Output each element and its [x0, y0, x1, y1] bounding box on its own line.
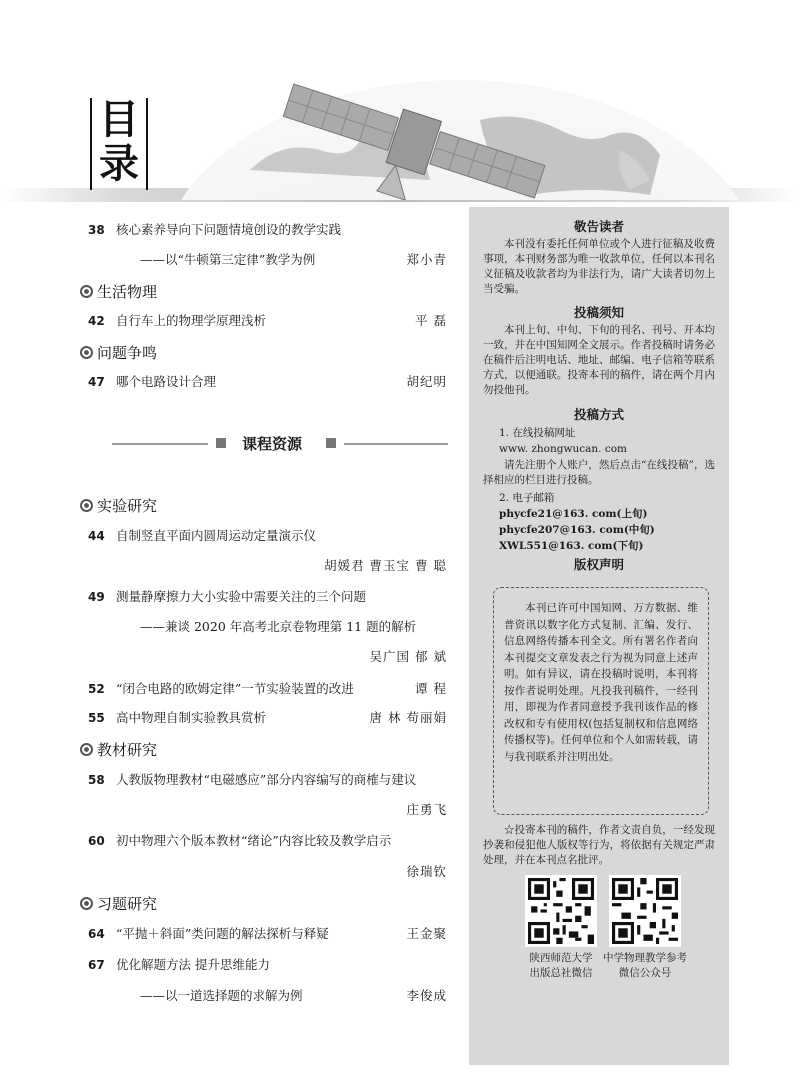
section-heading: [80, 340, 157, 366]
article-title: 核心素养导向下问题情境创设的教学实践: [116, 222, 342, 237]
email-label: 2. 电子邮箱: [499, 492, 555, 504]
page-number: 49: [88, 590, 105, 604]
section-title: 习题研究: [97, 895, 158, 913]
toc-entry[interactable]: [80, 370, 455, 394]
article-authors: 徐瑞钦: [406, 864, 447, 879]
article-author: 郑小青: [406, 252, 447, 267]
email-address[interactable]: XWL551@163. com(下旬): [499, 540, 644, 552]
divider-square-icon: [216, 438, 226, 448]
article-authors: 庄勇飞: [406, 802, 447, 817]
toc-entry[interactable]: [80, 922, 455, 946]
article-author: 李俊成: [406, 988, 447, 1003]
article-author: 王金聚: [406, 926, 447, 941]
section-heading: [80, 737, 157, 763]
toc-entry[interactable]: [80, 309, 455, 333]
toc-entry[interactable]: [80, 218, 455, 242]
toc-authors: [80, 860, 455, 884]
article-title: 自制竖直平面内圆周运动定量演示仪: [116, 528, 317, 543]
article-author: 谭 程: [415, 681, 447, 696]
section-bullet-icon: [80, 897, 93, 910]
article-title: 初中物理六个版本教材“绪论”内容比较及教学启示: [116, 833, 392, 848]
email-address[interactable]: phycfe207@163. com(中旬): [499, 524, 655, 536]
article-title: 优化解题方法 提升思维能力: [116, 957, 270, 972]
toc-entry[interactable]: [80, 677, 455, 701]
section-heading: [80, 279, 157, 305]
info-sidebar: [469, 207, 729, 1065]
article-title: 人教版物理教材“电磁感应”部分内容编写的商榷与建议: [116, 772, 417, 787]
title-char-1: 目: [99, 97, 139, 143]
article-subtitle: ——兼谈 2020 年高考北京卷物理第 11 题的解析: [140, 619, 417, 634]
notice-text: 本刊没有委托任何单位或个人进行征稿及收费事项，本刊财务部为唯一收款单位，任何以本刊名义征稿及收款者均为非法行为，请广大读者切勿上当受骗。: [483, 238, 715, 295]
section-title: 生活物理: [97, 283, 158, 301]
online-instructions: 请先注册个人账户，然后点击“在线投稿”，选择相应的栏目进行投稿。: [483, 459, 715, 486]
online-label: 1. 在线投稿网址: [499, 427, 576, 439]
toc-authors: [80, 645, 455, 669]
toc-entry[interactable]: [80, 524, 455, 548]
caption-line: 出版总社微信: [529, 967, 593, 979]
section-title: 教材研究: [97, 741, 158, 759]
toc-authors: [80, 554, 455, 578]
email-address[interactable]: phycfe21@163. com(上旬): [499, 508, 648, 520]
page-number: 67: [88, 958, 105, 972]
article-title: 高中物理自制实验教具赏析: [116, 710, 267, 725]
article-author: 胡纪明: [406, 374, 447, 389]
page-title: [90, 98, 148, 190]
article-authors: 胡媛君 曹玉宝 曹 聪: [324, 558, 447, 573]
section-bullet-icon: [80, 743, 93, 756]
copyright-heading: 版权声明: [573, 557, 624, 572]
section-title: 实验研究: [97, 497, 158, 515]
article-title: “平抛＋斜面”类问题的解法探析与释疑: [116, 926, 329, 941]
title-char-2: 录: [99, 141, 139, 187]
page-number: 58: [88, 773, 105, 787]
article-author: 平 磊: [415, 313, 447, 328]
article-title: 哪个电路设计合理: [116, 374, 217, 389]
section-bullet-icon: [80, 499, 93, 512]
page-number: 42: [88, 314, 105, 328]
article-title: “闭合电路的欧姆定律”一节实验装置的改进: [116, 681, 354, 696]
page-number: 38: [88, 223, 105, 237]
caption-line: 中学物理教学参考: [603, 952, 687, 964]
section-title: 问题争鸣: [97, 344, 158, 362]
article-subtitle: ——以“牛顿第三定律”教学为例: [140, 252, 316, 267]
copyright-box: 本刊已许可中国知网、万方数据、维普资讯以数字化方式复制、汇编、发行、信息网络传播本刊全文。所有署名作者向本刊提交文章发表之行为视为同意上述声明。如有异议，请在投稿时说明，本刊将按作者说明处理。凡投我刊稿件，一经刊用，即视为作者同意授予我刊该作品的修改权和专有使用权(包括复制权和信息网络传播权等)。任何单位和个人如需转载，请与我刊联系并注明出处。: [493, 587, 709, 815]
online-url[interactable]: www. zhongwucan. com: [499, 443, 627, 455]
toc-authors: [80, 798, 455, 822]
article-author: 唐 林 苟丽娟: [369, 710, 447, 725]
satellite-globe-illustration: [180, 60, 740, 200]
section-bullet-icon: [80, 285, 93, 298]
toc-subtitle: [80, 984, 455, 1008]
toc-entry[interactable]: [80, 706, 455, 730]
article-subtitle: ——以一道选择题的求解为例: [140, 988, 303, 1003]
section-heading: [80, 493, 157, 519]
submission-heading: 投稿须知: [573, 305, 624, 320]
article-title: 测量静摩擦力大小实验中需要关注的三个问题: [116, 589, 367, 604]
qr-code-icon: [528, 878, 594, 944]
page-number: 44: [88, 529, 105, 543]
qr-right-caption: [590, 951, 700, 981]
toc-entry[interactable]: [80, 953, 455, 977]
page-number: 47: [88, 375, 105, 389]
divider-square-icon: [326, 438, 336, 448]
method-heading: 投稿方式: [573, 407, 624, 422]
page-number: 64: [88, 927, 105, 941]
column-divider: [112, 434, 448, 454]
page-number: 52: [88, 682, 105, 696]
caption-line: 陕西师范大学: [529, 952, 593, 964]
toc-entry[interactable]: [80, 585, 455, 609]
article-title: 自行车上的物理学原理浅析: [116, 313, 267, 328]
qr-code-right[interactable]: [609, 875, 681, 947]
page-number: 60: [88, 834, 105, 848]
toc-subtitle: [80, 248, 455, 272]
warning-text: ☆投寄本刊的稿件，作者文责自负，一经发现抄袭和侵犯他人版权等行为，将依据有关规定严肃处理，并在本刊点名批评。: [483, 824, 715, 866]
toc-entry[interactable]: [80, 829, 455, 853]
toc-subtitle: [80, 615, 455, 639]
notice-heading: 敬告读者: [573, 219, 624, 234]
caption-line: 微信公众号: [618, 967, 672, 979]
qr-code-left[interactable]: [525, 875, 597, 947]
section-bullet-icon: [80, 346, 93, 359]
section-heading: [80, 891, 157, 917]
submission-text: 本刊上旬、中旬、下旬的刊名、刊号、开本均一致，并在中国知网全文展示。作者投稿时请务必在稿件后注明电话、地址、邮编、电子信箱等联系方式，以便通联。投寄本刊的稿件，请在两个月内勿投他刊。: [483, 324, 715, 396]
toc-entry[interactable]: [80, 768, 455, 792]
column-title: 课程资源: [242, 435, 303, 453]
article-authors: 吴广国 郁 斌: [369, 649, 447, 664]
header-banner: [0, 0, 800, 205]
qr-code-icon: [612, 878, 678, 944]
page-number: 55: [88, 711, 105, 725]
